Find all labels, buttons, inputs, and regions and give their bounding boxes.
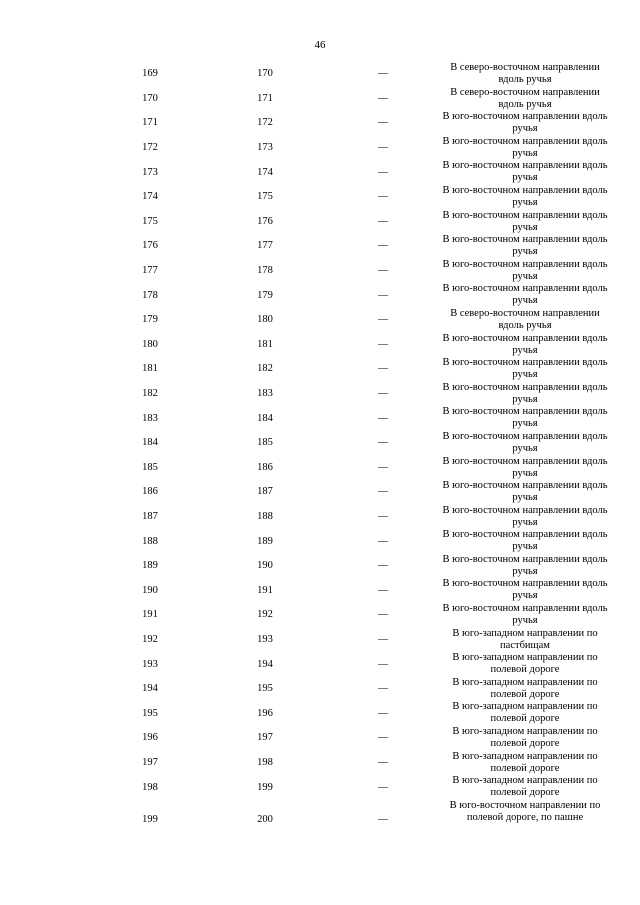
- point-from-cell: 169: [142, 68, 158, 80]
- dash-cell: —: [378, 191, 388, 203]
- point-to-cell: 198: [257, 756, 273, 768]
- table-row: [0, 554, 640, 579]
- dash-cell: —: [378, 265, 388, 277]
- description-cell: В юго-восточном направлении вдоль ручья: [442, 480, 608, 504]
- dash-cell: —: [378, 584, 388, 596]
- table-row: [0, 800, 640, 840]
- point-to-cell: 183: [257, 388, 273, 400]
- dash-cell: —: [378, 338, 388, 350]
- point-to-cell: 172: [257, 117, 273, 129]
- description-cell: В юго-восточном направлении вдоль ручья: [442, 357, 608, 381]
- point-from-cell: 196: [142, 732, 158, 744]
- table-row: [0, 382, 640, 407]
- dash-cell: —: [378, 461, 388, 473]
- table-row: [0, 628, 640, 653]
- table-row: [0, 283, 640, 308]
- description-cell: В юго-восточном направлении вдоль ручья: [442, 603, 608, 627]
- dash-cell: —: [378, 92, 388, 104]
- point-from-cell: 199: [142, 813, 158, 825]
- table-row: [0, 160, 640, 185]
- table-row: [0, 701, 640, 726]
- table-row: [0, 480, 640, 505]
- point-from-cell: 190: [142, 584, 158, 596]
- point-to-cell: 179: [257, 289, 273, 301]
- point-to-cell: 200: [257, 813, 273, 825]
- point-from-cell: 193: [142, 658, 158, 670]
- point-to-cell: 189: [257, 535, 273, 547]
- description-cell: В юго-западном направлении по полевой дороге: [452, 726, 598, 750]
- point-from-cell: 175: [142, 215, 158, 227]
- point-to-cell: 178: [257, 265, 273, 277]
- dash-cell: —: [378, 240, 388, 252]
- description-cell: В юго-восточном направлении по полевой дороге, по пашне: [449, 799, 601, 823]
- table-row: [0, 185, 640, 210]
- point-to-cell: 194: [257, 658, 273, 670]
- dash-cell: —: [378, 142, 388, 154]
- description-cell: В северо-восточном направлении вдоль ручья: [450, 62, 600, 85]
- table-row: [0, 308, 640, 333]
- table-row: [0, 111, 640, 136]
- point-to-cell: 196: [257, 707, 273, 719]
- description-cell: В юго-западном направлении по полевой дороге: [452, 701, 598, 725]
- description-cell: В северо-восточном направлении вдоль ручья: [450, 307, 600, 331]
- table-row: [0, 62, 640, 87]
- point-from-cell: 197: [142, 756, 158, 768]
- dash-cell: —: [378, 535, 388, 547]
- description-cell: В юго-восточном направлении вдоль ручья: [442, 406, 608, 430]
- table-row: [0, 751, 640, 776]
- point-from-cell: 182: [142, 388, 158, 400]
- table-row: [0, 431, 640, 456]
- description-cell: В юго-восточном направлении вдоль ручья: [442, 135, 608, 159]
- point-from-cell: 172: [142, 142, 158, 154]
- dash-cell: —: [378, 412, 388, 424]
- description-cell: В юго-восточном направлении вдоль ручья: [442, 578, 608, 602]
- point-from-cell: 187: [142, 510, 158, 522]
- description-cell: В юго-восточном направлении вдоль ручья: [442, 381, 608, 405]
- point-to-cell: 177: [257, 240, 273, 252]
- boundary-table: [0, 62, 640, 840]
- dash-cell: —: [378, 510, 388, 522]
- point-from-cell: 170: [142, 92, 158, 104]
- table-row: [0, 456, 640, 481]
- point-from-cell: 195: [142, 707, 158, 719]
- description-cell: В юго-западном направлении по полевой дороге: [452, 775, 598, 799]
- dash-cell: —: [378, 388, 388, 400]
- table-row: [0, 357, 640, 382]
- table-row: [0, 406, 640, 431]
- point-to-cell: 173: [257, 142, 273, 154]
- point-to-cell: 199: [257, 781, 273, 793]
- point-to-cell: 175: [257, 191, 273, 203]
- description-cell: В юго-западном направлении по полевой дороге: [452, 652, 598, 676]
- description-cell: В юго-восточном направлении вдоль ручья: [442, 160, 608, 184]
- point-to-cell: 180: [257, 314, 273, 326]
- point-to-cell: 181: [257, 338, 273, 350]
- dash-cell: —: [378, 781, 388, 793]
- table-row: [0, 210, 640, 235]
- description-cell: В северо-восточном направлении вдоль ручья: [450, 86, 600, 110]
- description-cell: В юго-восточном направлении вдоль ручья: [442, 184, 608, 208]
- point-to-cell: 171: [257, 92, 273, 104]
- point-from-cell: 184: [142, 437, 158, 449]
- description-cell: В юго-восточном направлении вдоль ручья: [442, 553, 608, 577]
- description-cell: В юго-западном направлении по пастбищам: [452, 627, 598, 651]
- table-row: [0, 775, 640, 800]
- point-from-cell: 171: [142, 117, 158, 129]
- table-row: [0, 652, 640, 677]
- point-to-cell: 174: [257, 166, 273, 178]
- description-cell: В юго-восточном направлении вдоль ручья: [442, 234, 608, 258]
- table-row: [0, 505, 640, 530]
- dash-cell: —: [378, 437, 388, 449]
- point-to-cell: 184: [257, 412, 273, 424]
- dash-cell: —: [378, 486, 388, 498]
- point-from-cell: 180: [142, 338, 158, 350]
- table-row: [0, 677, 640, 702]
- dash-cell: —: [378, 314, 388, 326]
- dash-cell: —: [378, 658, 388, 670]
- description-cell: В юго-восточном направлении вдоль ручья: [442, 430, 608, 454]
- table-row: [0, 234, 640, 259]
- point-from-cell: 194: [142, 683, 158, 695]
- description-cell: В юго-восточном направлении вдоль ручья: [442, 111, 608, 135]
- dash-cell: —: [378, 756, 388, 768]
- dash-cell: —: [378, 560, 388, 572]
- dash-cell: —: [378, 609, 388, 621]
- dash-cell: —: [378, 732, 388, 744]
- dash-cell: —: [378, 633, 388, 645]
- dash-cell: —: [378, 683, 388, 695]
- point-from-cell: 176: [142, 240, 158, 252]
- dash-cell: —: [378, 707, 388, 719]
- description-cell: В юго-восточном направлении вдоль ручья: [442, 258, 608, 282]
- description-cell: В юго-восточном направлении вдоль ручья: [442, 504, 608, 528]
- point-from-cell: 186: [142, 486, 158, 498]
- description-cell: В юго-восточном направлении вдоль ручья: [442, 209, 608, 233]
- point-from-cell: 173: [142, 166, 158, 178]
- point-from-cell: 192: [142, 633, 158, 645]
- table-row: [0, 333, 640, 358]
- dash-cell: —: [378, 215, 388, 227]
- table-row: [0, 259, 640, 284]
- table-row: [0, 136, 640, 161]
- description-cell: В юго-западном направлении по полевой дороге: [452, 750, 598, 774]
- point-to-cell: 193: [257, 633, 273, 645]
- point-from-cell: 189: [142, 560, 158, 572]
- table-row: [0, 726, 640, 751]
- point-to-cell: 182: [257, 363, 273, 375]
- point-from-cell: 183: [142, 412, 158, 424]
- point-from-cell: 177: [142, 265, 158, 277]
- point-from-cell: 198: [142, 781, 158, 793]
- point-to-cell: 187: [257, 486, 273, 498]
- point-to-cell: 188: [257, 510, 273, 522]
- point-from-cell: 179: [142, 314, 158, 326]
- description-cell: В юго-восточном направлении вдоль ручья: [442, 332, 608, 356]
- description-cell: В юго-восточном направлении вдоль ручья: [442, 529, 608, 553]
- point-from-cell: 174: [142, 191, 158, 203]
- dash-cell: —: [378, 813, 388, 825]
- point-to-cell: 192: [257, 609, 273, 621]
- point-from-cell: 178: [142, 289, 158, 301]
- dash-cell: —: [378, 117, 388, 129]
- point-to-cell: 197: [257, 732, 273, 744]
- description-cell: В юго-восточном направлении вдоль ручья: [442, 283, 608, 307]
- point-from-cell: 185: [142, 461, 158, 473]
- dash-cell: —: [378, 363, 388, 375]
- table-row: [0, 578, 640, 603]
- point-to-cell: 176: [257, 215, 273, 227]
- table-row: [0, 87, 640, 112]
- point-to-cell: 191: [257, 584, 273, 596]
- page-number: 46: [314, 39, 326, 51]
- table-row: [0, 529, 640, 554]
- table-row: [0, 603, 640, 628]
- point-to-cell: 186: [257, 461, 273, 473]
- dash-cell: —: [378, 68, 388, 80]
- point-from-cell: 188: [142, 535, 158, 547]
- dash-cell: —: [378, 166, 388, 178]
- description-cell: В юго-западном направлении по полевой дороге: [452, 676, 598, 700]
- point-to-cell: 195: [257, 683, 273, 695]
- point-from-cell: 191: [142, 609, 158, 621]
- dash-cell: —: [378, 289, 388, 301]
- description-cell: В юго-восточном направлении вдоль ручья: [442, 455, 608, 479]
- point-from-cell: 181: [142, 363, 158, 375]
- point-to-cell: 185: [257, 437, 273, 449]
- point-to-cell: 190: [257, 560, 273, 572]
- point-to-cell: 170: [257, 68, 273, 80]
